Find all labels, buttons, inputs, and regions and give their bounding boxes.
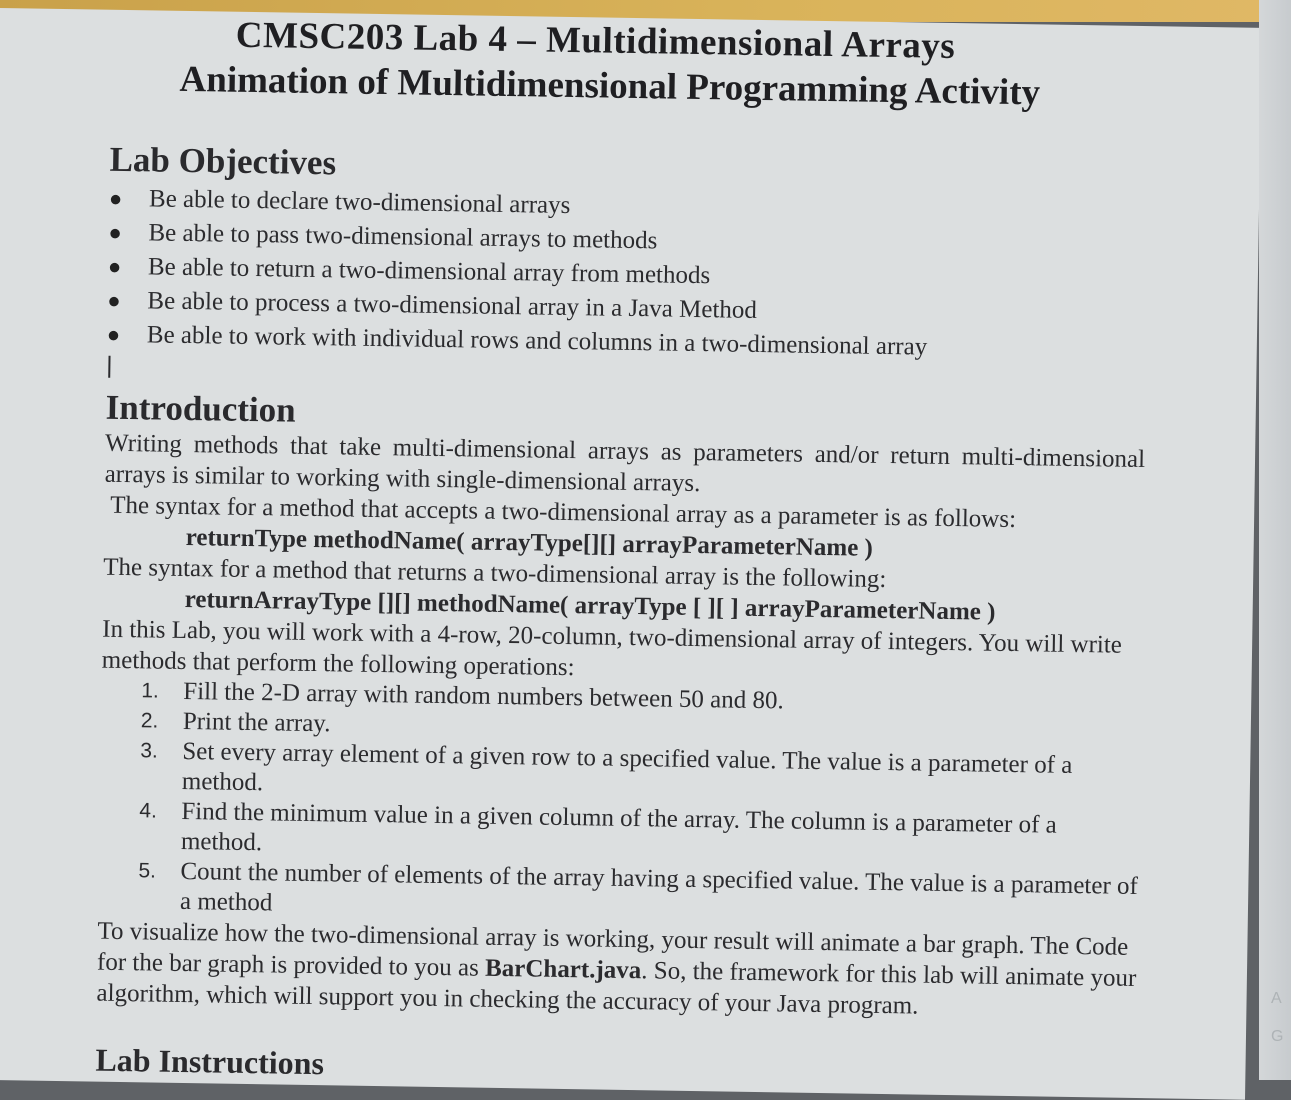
objectives-section	[106, 140, 930, 397]
bullet-icon: ●	[108, 219, 122, 245]
list-item: 3. Set every array element of a given row to a specified value. The value is a parameter of a method.	[140, 737, 1073, 797]
syntax-return-text: The syntax for a method that returns a two-dimensional array is the following:	[103, 553, 887, 593]
list-item: ● Be able to work with individual rows and columns in a two-dimensional array	[107, 318, 928, 365]
list-item: 2. Print the array.	[140, 707, 331, 738]
document-title	[0, 10, 1262, 119]
lab-instructions-heading: Lab Instructions	[95, 1041, 325, 1082]
intro-paragraph: Writing methods that take multi-dimensional arrays as parameters and/or return multi-dimensional arrays is similar to working with single-dimensional arrays.	[104, 429, 1146, 498]
bullet-icon: ●	[106, 321, 121, 347]
list-item: ● Be able to process a two-dimensional array in a Java Method	[107, 284, 928, 331]
edge-glyph: G	[1271, 1028, 1284, 1045]
list-item: ● Be able to pass two-dimensional arrays to methods	[108, 216, 929, 263]
visualization-paragraph: To visualize how the two-dimensional array is working, your result will animate a bar graph. The Code for the bar graph is provided to you as BarChart.java. So, the framework for this lab will animate your algorithm, which will support you in checking the accuracy of your Java program.	[96, 917, 1137, 1020]
code-signature-param: returnType methodName( arrayType[][] arrayParameterName )	[185, 523, 874, 562]
objectives-heading: Lab Objectives	[109, 139, 337, 183]
syntax-param-text: The syntax for a method that accepts a two-dimensional array as a parameter is as follows:	[109, 491, 1017, 534]
code-signature-return: returnArrayType [][] methodName( arrayType [ ][ ] arrayParameterName )	[184, 585, 996, 626]
list-item: 5. Count the number of elements of the array having a specified value. The value is a parameter of a method	[138, 857, 1139, 917]
title-line-1: CMSC203 Lab 4 – Multidimensional Arrays	[235, 14, 956, 68]
list-item: ● Be able to return a two-dimensional array from methods	[108, 250, 929, 297]
bullet-icon: ●	[108, 185, 123, 211]
bullet-icon: ●	[107, 287, 121, 313]
introduction-section	[96, 388, 1146, 1025]
list-item: 1. Fill the 2-D array with random numbers between 50 and 80.	[141, 677, 784, 715]
document-page	[0, 8, 1262, 1100]
list-item: 4. Find the minimum value in a given column of the array. The column is a parameter of a method.	[139, 797, 1057, 857]
introduction-heading: Introduction	[105, 387, 296, 430]
text-cursor	[108, 356, 110, 378]
list-item: ● Be able to declare two-dimensional arrays	[109, 182, 930, 229]
title-line-2: Animation of Multidimensional Programming Activity	[179, 58, 1041, 114]
barchart-filename: BarChart.java	[484, 954, 642, 985]
lab-scope-text: In this Lab, you will work with a 4-row, 20-column, two-dimensional array of integers. You will write methods that perform the following operations:	[101, 615, 1123, 682]
operations-list	[138, 676, 1142, 932]
objectives-list	[107, 182, 930, 365]
bullet-icon: ●	[107, 253, 122, 279]
edge-glyph: A	[1271, 990, 1282, 1007]
window-right-edge	[1259, 0, 1291, 1080]
